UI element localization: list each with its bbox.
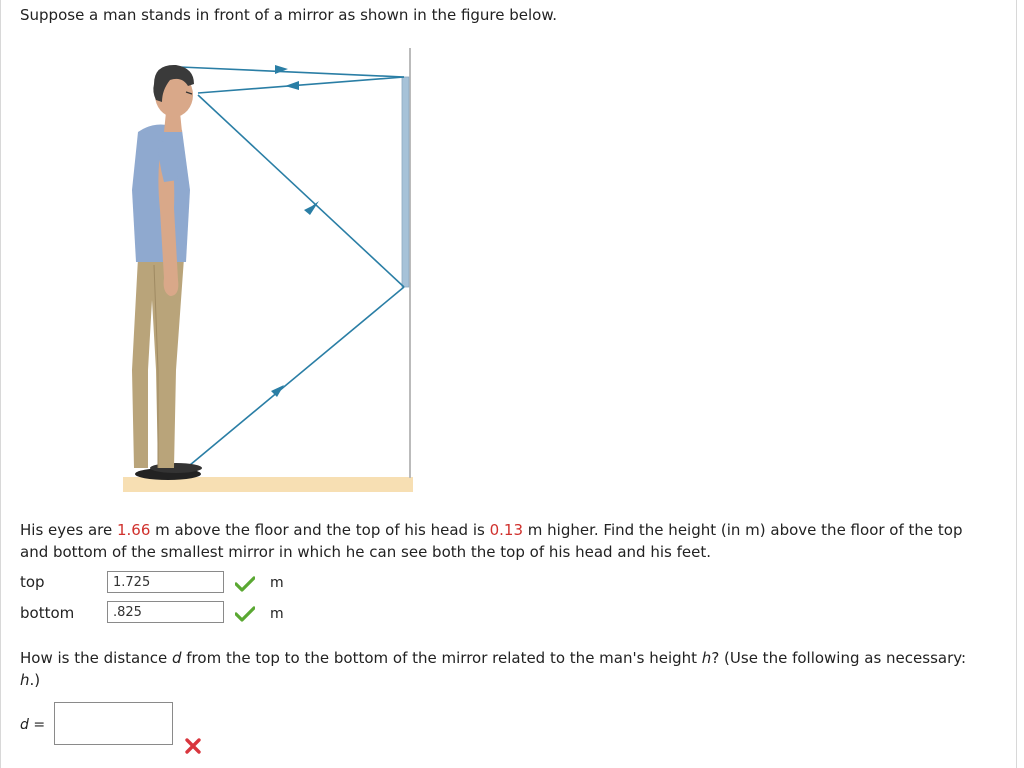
question-text-3: ? (Use the following as necessary: <box>711 649 967 667</box>
bottom-label: bottom <box>20 604 75 622</box>
man-figure <box>132 65 202 480</box>
problem-intro: Suppose a man stands in front of a mirror as shown in the figure below. <box>20 6 558 24</box>
mirror <box>402 77 409 287</box>
question-text-4: .) <box>29 671 41 689</box>
check-icon <box>235 606 255 622</box>
eye-height-value: 1.66 <box>116 521 151 539</box>
check-icon <box>235 576 255 592</box>
question-2 <box>20 647 980 691</box>
bottom-answer-input[interactable] <box>107 601 224 623</box>
bottom-unit: m <box>270 606 284 622</box>
top-unit: m <box>270 575 284 591</box>
ray-arrowheads <box>271 65 319 397</box>
top-label: top <box>20 573 45 591</box>
d-label-variable: d <box>20 717 29 733</box>
head-offset-value: 0.13 <box>489 521 524 539</box>
mirror-figure <box>118 40 418 500</box>
question-text-2: from the top to the bottom of the mirror related to the man's height <box>181 649 702 667</box>
d-answer-label <box>20 715 45 735</box>
given-text-1: His eyes are <box>20 521 117 539</box>
page-border-right <box>1016 0 1017 768</box>
page-border-left <box>0 0 1 768</box>
light-rays <box>180 67 404 470</box>
d-label-equals: = <box>28 717 46 733</box>
question-text-1: How is the distance <box>20 649 172 667</box>
given-text-3: m higher. Find the height (in m) above the floor of the top and bottom of the smallest mirror in which he can see both the top of his head and his feet. <box>20 521 963 561</box>
given-statement <box>20 519 990 563</box>
given-text-2: m above the floor and the top of his head is <box>150 521 490 539</box>
x-icon <box>184 737 202 755</box>
variable-d: d <box>171 649 182 667</box>
top-answer-input[interactable] <box>107 571 224 593</box>
variable-h-allowed: h <box>20 671 30 689</box>
d-answer-input[interactable] <box>54 702 173 745</box>
variable-h: h <box>701 649 712 667</box>
